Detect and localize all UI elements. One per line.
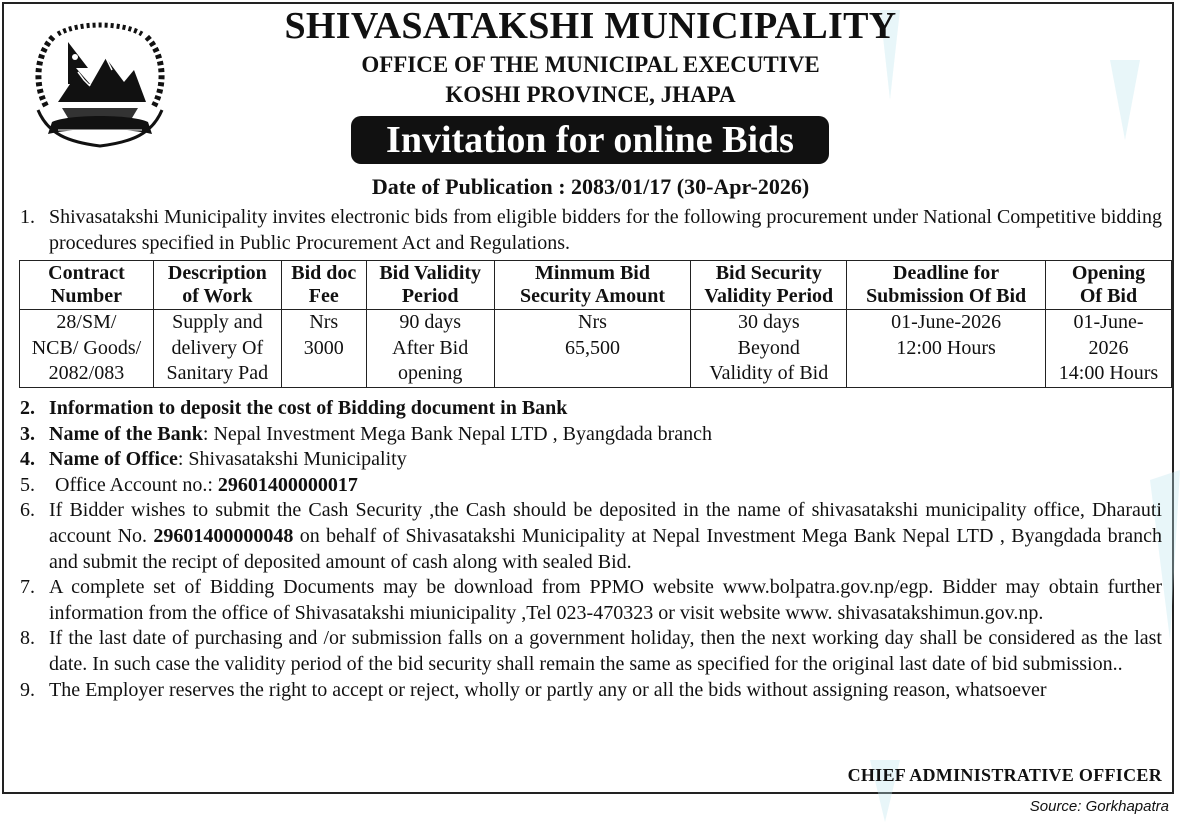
cell-description: Supply and delivery Of Sanitary Pad	[153, 310, 281, 388]
cell-contract-number: 28/SM/ NCB/ Goods/ 2082/083	[20, 310, 154, 388]
bank-name-value: : Nepal Investment Mega Bank Nepal LTD , Byangdada branch	[202, 422, 713, 445]
intro-number: 1.	[20, 206, 35, 228]
cell-bid-doc-fee: Nrs 3000	[281, 310, 366, 388]
header-min-security: Minmum Bid Security Amount	[494, 261, 691, 310]
header-contract-number: Contract Number	[20, 261, 154, 310]
office-name-value: : Shivasatakshi Municipality	[177, 448, 407, 471]
list-item: 8. If the last date of purchasing and /or submission falls on a government holiday, then the next working day shall be considered as the last date. In such case the validity period of the bid security shall remain the same as specified for the original last date of bid submission..	[20, 627, 1162, 675]
list-item: 6. If Bidder wishes to submit the Cash Security ,the Cash should be deposited in the name of shivasatakshi municipality office, Dharauti account No. 29601400000048 on behalf of Shivasatakshi Municipality at Nepal Investment Mega Bank Nepal LTD , Byangdada branch and submit the recipt of deposited amount of cash along with sealed Bid.	[20, 499, 1162, 573]
bank-name-label: Name of the Bank	[49, 422, 203, 445]
office-name-label: Name of Office	[49, 448, 178, 471]
table-row	[20, 310, 1172, 388]
location-subtitle: KOSHI PROVINCE, JHAPA	[445, 82, 736, 107]
account-label: Office Account no.:	[55, 473, 218, 496]
list-item: 5. Office Account no.: 29601400000017	[20, 473, 358, 496]
cell-min-security: Nrs 65,500	[494, 310, 691, 388]
invitation-banner: Invitation for online Bids	[351, 116, 829, 164]
office-subtitle: OFFICE OF THE MUNICIPAL EXECUTIVE	[361, 52, 820, 77]
header-opening: Opening Of Bid	[1046, 261, 1172, 310]
signature-title: CHIEF ADMINISTRATIVE OFFICER	[847, 765, 1162, 785]
header-deadline: Deadline for Submission Of Bid	[847, 261, 1046, 310]
header-bid-validity: Bid Validity Period	[366, 261, 494, 310]
source-credit: Source: Gorkhapatra	[1029, 798, 1169, 815]
list-item: 7. A complete set of Bidding Documents may be download from PPMO website www.bolpatra.gov.np/egp. Bidder may obtain further information from the office of Shivasatakshi miunicipality ,Tel 023-470323 or visit website www. shivasatakshimun.gov.np.	[20, 576, 1162, 624]
account-number: 29601400000017	[217, 473, 358, 496]
header-bid-doc-fee: Bid doc Fee	[281, 261, 366, 310]
header-description: Description of Work	[153, 261, 281, 310]
list-item: 2. Information to deposit the cost of Bidding document in Bank	[20, 397, 568, 419]
cell-opening: 01-June- 2026 14:00 Hours	[1046, 310, 1172, 388]
cell-bid-validity: 90 days After Bid opening	[366, 310, 494, 388]
list-item: 4. Name of Office: Shivasatakshi Municipality	[20, 448, 407, 471]
municipality-title: SHIVASATAKSHI MUNICIPALITY	[284, 5, 897, 47]
intro-paragraph	[20, 205, 1162, 257]
cell-security-validity: 30 days Beyond Validity of Bid	[691, 310, 847, 388]
cash-account-number: 29601400000048	[153, 524, 294, 547]
publication-date: Date of Publication : 2083/01/17 (30-Apr-2026)	[371, 174, 810, 199]
item-2-text: Information to deposit the cost of Bidding document in Bank	[49, 397, 568, 419]
cell-deadline: 01-June-2026 12:00 Hours	[847, 310, 1046, 388]
list-item: 3. Name of the Bank: Nepal Investment Mega Bank Nepal LTD , Byangdada branch	[20, 422, 713, 445]
info-list	[20, 396, 1162, 703]
intro-text: Shivasatakshi Municipality invites electronic bids from eligible bidders for the following procurement under National Competitive bidding procedures specified in Public Procurement Act and Regulations.	[49, 206, 1162, 254]
bid-table	[19, 260, 1172, 388]
list-item: 9. The Employer reserves the right to accept or reject, wholly or partly any or all the bids without assigning reason, whatsoever	[20, 678, 1047, 701]
header-security-validity: Bid Security Validity Period	[691, 261, 847, 310]
table-header-row	[20, 261, 1172, 310]
